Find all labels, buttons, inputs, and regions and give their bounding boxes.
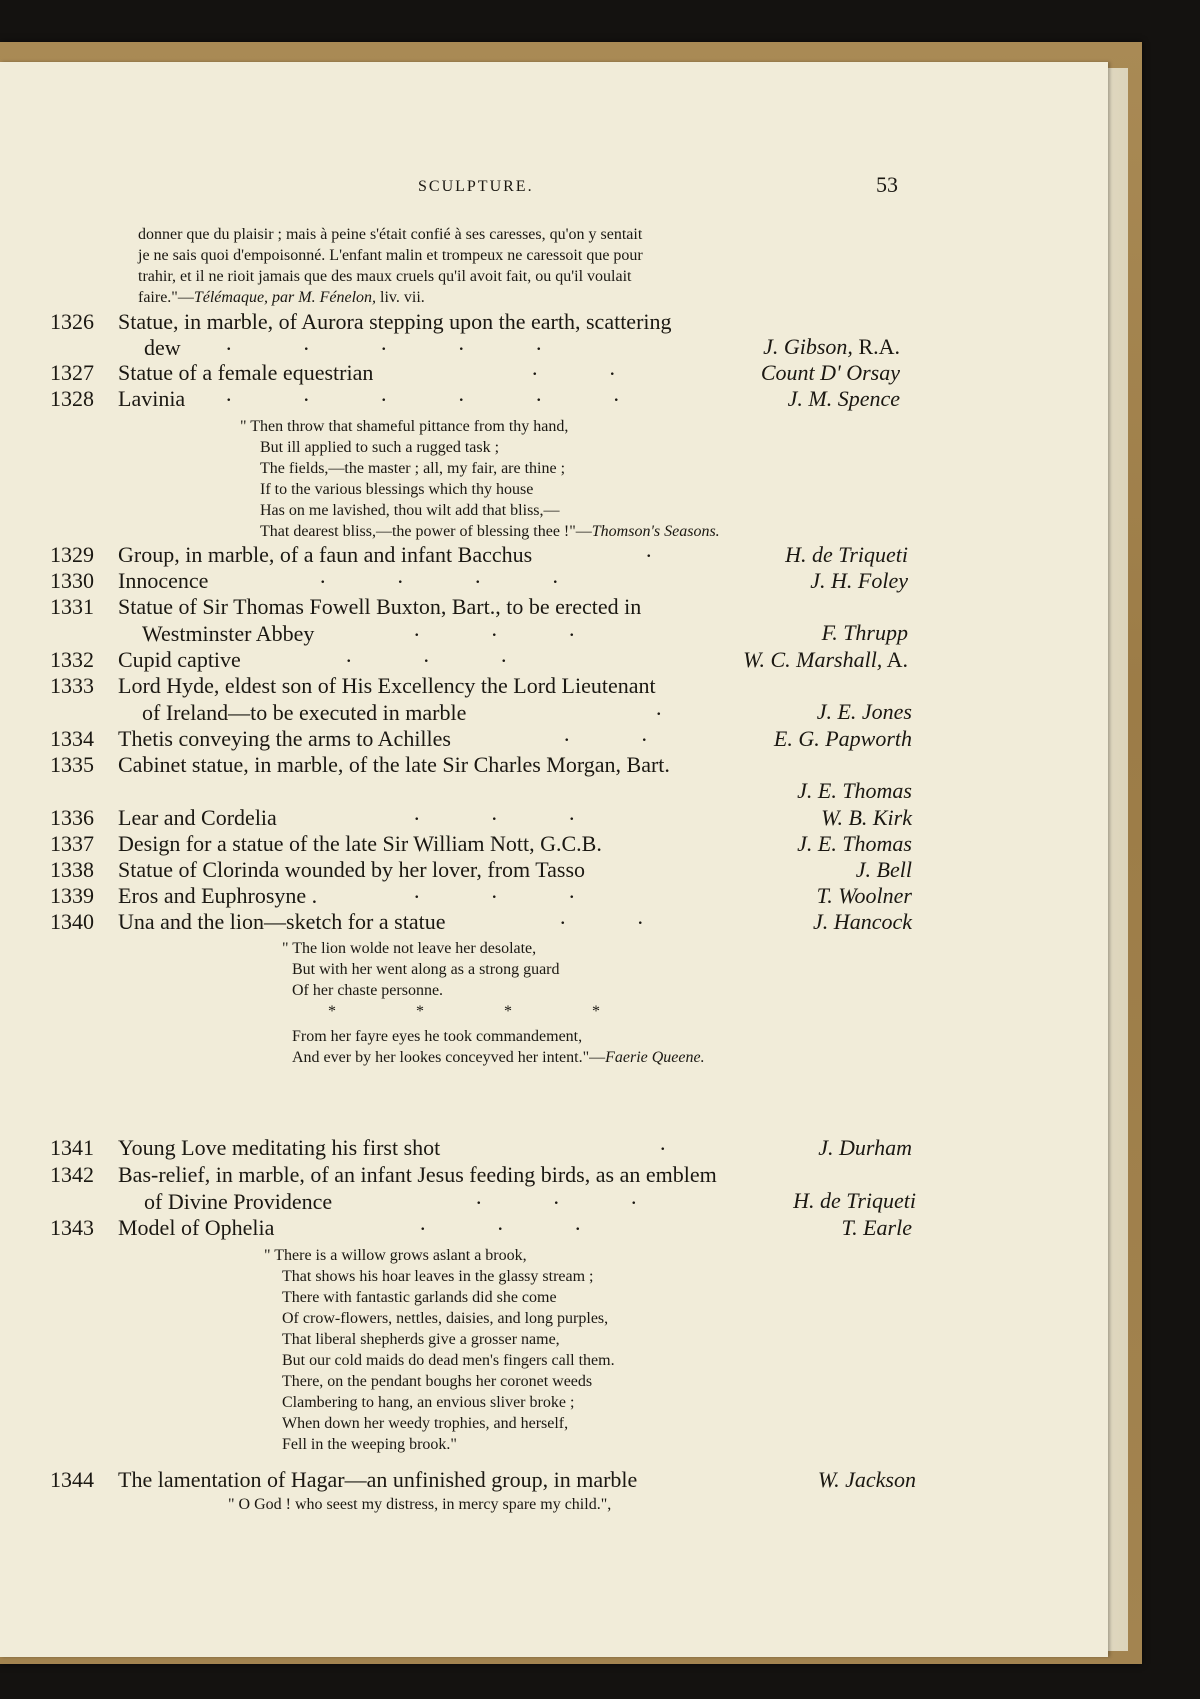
artist-name: H. de Triqueti: [793, 1188, 916, 1213]
artist-name: J. Gibson, R.A.: [763, 334, 900, 359]
entry-title: Model of Ophelia: [118, 1215, 275, 1240]
quote-line: " Then throw that shameful pittance from thy hand,: [240, 418, 569, 435]
entry-title-continued: dew: [144, 335, 181, 360]
leader-dots: ..: [532, 355, 687, 380]
running-title: SCULPTURE.: [418, 178, 534, 195]
entry-number: 1333: [50, 673, 94, 698]
artist-name: F. Thrupp: [821, 620, 908, 645]
entry-title: Group, in marble, of a faun and infant Bacchus: [118, 542, 533, 567]
entry-title: Statue of Sir Thomas Fowell Buxton, Bart., to be erected in: [118, 594, 642, 619]
artist-name: J. E. Thomas: [797, 778, 912, 803]
quote-line: Of her chaste personne.: [292, 982, 444, 999]
artist-name: J. H. Foley: [810, 568, 908, 593]
verse-quote-hamlet: [264, 1245, 615, 1455]
quote-line: Of crow-flowers, nettles, daisies, and long purples,: [282, 1310, 609, 1327]
entry-number: 1340: [50, 909, 94, 934]
entry-title: Bas-relief, in marble, of an infant Jesus feeding birds, as an emblem: [118, 1162, 717, 1187]
verse-quote-faerie-queene: [282, 938, 705, 1068]
entry-title: Lear and Cordelia: [118, 805, 277, 830]
entry-number: 1341: [50, 1135, 94, 1160]
quote-line-source: And ever by her lookes conceyved her intent."—Faerie Queene.: [292, 1049, 705, 1066]
leader-dots: .: [646, 537, 724, 562]
entry-title: The lamentation of Hagar—an unfinished group, in marble: [118, 1467, 638, 1492]
entry-number: 1343: [50, 1215, 94, 1240]
entry-number: 1336: [50, 805, 94, 830]
artist-name: H. de Triqueti: [785, 542, 908, 567]
quote-line: If to the various blessings which thy house: [260, 481, 534, 498]
entry-number: 1335: [50, 752, 94, 777]
artist-name: E. G. Papworth: [773, 726, 912, 751]
page: [0, 62, 1108, 1657]
artist-name: W. B. Kirk: [821, 805, 912, 830]
entry-number: 1332: [50, 647, 94, 672]
entry-title: Eros and Euphrosyne .: [118, 883, 318, 908]
leader-dots: ...: [414, 800, 647, 825]
quote-line: " The lion wolde not leave her desolate,: [282, 940, 537, 957]
entry-number: 1331: [50, 594, 94, 619]
quote-line: The fields,—the master ; all, my fair, are thine ;: [260, 460, 566, 477]
entry-title-continued: Westminster Abbey: [142, 621, 315, 646]
entry-number: 1338: [50, 857, 94, 882]
artist-name: J. E. Thomas: [797, 831, 912, 856]
quote-line: There with fantastic garlands did she come: [282, 1289, 557, 1306]
entry-title: Statue of a female equestrian: [118, 360, 374, 385]
entry-number: 1334: [50, 726, 94, 751]
entry-title-continued: of Ireland—to be executed in marble: [142, 700, 467, 725]
asterism: * * * *: [328, 1003, 600, 1020]
quote-line: trahir, et il ne rioit jamais que des maux cruels qu'il avoit fait, ou qu'il voulait: [138, 268, 632, 285]
leader-dots: ...: [414, 616, 647, 641]
leader-dots: ...: [346, 642, 579, 667]
quote-line: Has on me lavished, thou wilt add that bliss,—: [260, 502, 560, 519]
quote-line: That shows his hoar leaves in the glassy stream ;: [282, 1268, 594, 1285]
artist-name: W. Jackson: [817, 1467, 916, 1492]
quote-line: That liberal shepherds give a grosser name,: [282, 1331, 560, 1348]
leader-dots: .: [656, 695, 734, 720]
quote-line: " O God ! who seest my distress, in mercy spare my child.",: [228, 1496, 612, 1513]
entry-title: Cupid captive: [118, 647, 241, 672]
entry-title: Young Love meditating his first shot: [118, 1135, 441, 1160]
entry-number: 1337: [50, 831, 94, 856]
entry-number: 1326: [50, 309, 94, 334]
entry-title: Lavinia: [118, 386, 186, 411]
artist-name: J. E. Jones: [816, 699, 912, 724]
quote-line: je ne sais quoi d'empoisonné. L'enfant malin et trompeux ne caressoit que pour: [138, 247, 643, 264]
artist-name: J. M. Spence: [787, 386, 900, 411]
leader-dots: ...: [420, 1210, 653, 1235]
entry-title: Design for a statue of the late Sir William Nott, G.C.B.: [118, 831, 602, 856]
entry-number: 1329: [50, 542, 94, 567]
entry-number: 1328: [50, 386, 94, 411]
artist-name: T. Woolner: [816, 883, 912, 908]
verse-quote-thomson: [240, 416, 720, 542]
leader-dots: .....: [226, 330, 614, 355]
leader-dots: ..: [564, 721, 719, 746]
entry-title-continued: of Divine Providence: [144, 1189, 333, 1214]
artist-name: J. Bell: [855, 857, 912, 882]
artist-name: T. Earle: [841, 1215, 912, 1240]
leader-dots: ......: [226, 381, 691, 406]
quote-line: donner que du plaisir ; mais à peine s'était confié à ses caresses, qu'on y sentait: [138, 226, 643, 243]
quote-line-source: faire."—Télémaque, par M. Fénelon, liv. vii.: [138, 289, 425, 306]
leader-dots: ..: [560, 904, 715, 929]
entry-number: 1339: [50, 883, 94, 908]
entry-title: Lord Hyde, eldest son of His Excellency the Lord Lieutenant: [118, 673, 656, 698]
quote-line: Fell in the weeping brook.": [282, 1436, 457, 1453]
entry-number: 1330: [50, 568, 94, 593]
entry-title: Cabinet statue, in marble, of the late Sir Charles Morgan, Bart.: [118, 752, 670, 777]
quote-line: There, on the pendant boughs her coronet weeds: [282, 1373, 593, 1390]
entry-title: Innocence: [118, 568, 209, 593]
entry-number: 1344: [50, 1467, 94, 1492]
leader-dots: ...: [476, 1184, 709, 1209]
entry-title: Thetis conveying the arms to Achilles: [118, 726, 451, 751]
entry-title: Una and the lion—sketch for a statue: [118, 909, 446, 934]
leader-dots: .: [660, 1130, 738, 1155]
quote-line: Clambering to hang, an envious sliver broke ;: [282, 1394, 575, 1411]
leader-dots: ...: [414, 878, 647, 903]
quote-line: From her fayre eyes he took commandement,: [292, 1028, 583, 1045]
entry-number: 1327: [50, 360, 94, 385]
entry-number: 1342: [50, 1162, 94, 1187]
quote-line: But our cold maids do dead men's fingers call them.: [282, 1352, 615, 1369]
artist-name: W. C. Marshall, A.: [743, 647, 908, 672]
artist-name: J. Durham: [818, 1135, 912, 1160]
artist-name: Count D' Orsay: [760, 360, 900, 385]
artist-name: J. Hancock: [813, 909, 912, 934]
quote-line: " There is a willow grows aslant a brook,: [264, 1247, 527, 1264]
quote-line-source: That dearest bliss,—the power of blessing thee !"—Thomson's Seasons.: [260, 523, 720, 540]
quote-line: But with her went along as a strong guard: [292, 961, 560, 978]
quote-line: But ill applied to such a rugged task ;: [260, 439, 500, 456]
page-number: 53: [876, 172, 898, 197]
entry-title: Statue of Clorinda wounded by her lover, from Tasso: [118, 857, 586, 882]
quote-line: When down her weedy trophies, and herself,: [282, 1415, 569, 1432]
carry-over-quote: [138, 224, 643, 308]
entry-title: Statue, in marble, of Aurora stepping upon the earth, scattering: [118, 309, 672, 334]
leader-dots: ....: [320, 563, 630, 588]
